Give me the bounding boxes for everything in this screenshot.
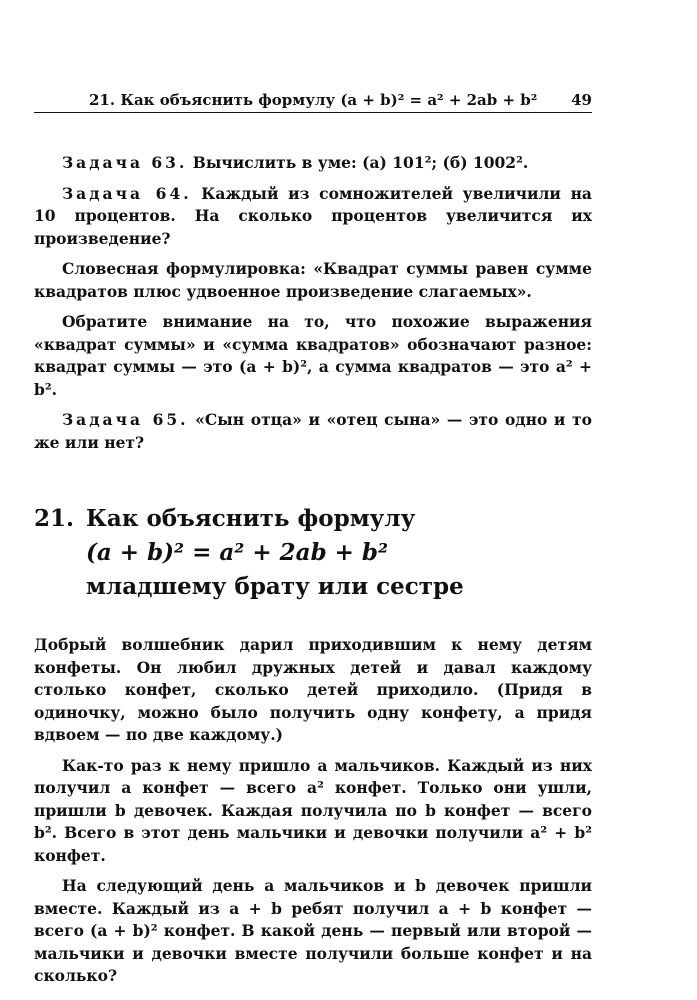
- paragraph: Обратите внимание на то, что похожие выражения «квадрат суммы» и «сумма квадратов» обозначают разное: квадрат суммы — это (a + b)², а сумма квадратов — это a² + b².: [34, 312, 592, 399]
- paragraph: Как-то раз к нему пришло a мальчиков. Каждый из них получил a конфет — всего a² конфет. Только они ушли, пришли b девочек. Каждая получила по b конфет — всего b². Всего в этот день мальчики и девочки получили a² + b² конфет.: [34, 755, 592, 865]
- running-title: 21. Как объяснить формулу (a + b)² = a² + 2ab + b²: [89, 91, 538, 109]
- task-text: Вычислить в уме: (а) 101²; (б) 1002².: [192, 153, 529, 172]
- task-label: Задача 65.: [62, 410, 189, 429]
- paragraph: Добрый волшебник дарил приходившим к нему детям конфеты. Он любил дружных детей и давал каждому столько конфет, сколько детей приходило. (Придя в одиночку, можно было получить одну конфету, а придя вдвоем — по две каждому.): [34, 635, 592, 744]
- paragraph: На следующий день a мальчиков и b девочек пришли вместе. Каждый из a + b ребят получил a + b конфет — всего (a + b)² конфет. В какой день — первый или второй — мальчики и девочки вместе получили больше конфет и на сколько?: [34, 876, 592, 985]
- section-number: 21.: [34, 505, 75, 532]
- task-63: [34, 152, 592, 175]
- page-body: [34, 152, 592, 988]
- task-65: [34, 409, 592, 454]
- running-header: [34, 91, 592, 113]
- task-text: «Сын отца» и «отец сына» — это одно и то же или нет?: [34, 410, 592, 452]
- task-label: Задача 63.: [62, 153, 188, 172]
- task-64: [34, 183, 592, 251]
- section-title-line: младшему брату или сестре: [86, 573, 464, 600]
- section-formula: (a + b)² = a² + 2ab + b²: [86, 539, 389, 566]
- task-label: Задача 64.: [62, 183, 192, 203]
- section-title-line: Как объяснить формулу: [86, 505, 416, 532]
- page-number: 49: [571, 91, 592, 109]
- task-text: Каждый из сомножителей увеличили на 10 процентов. На сколько процентов увеличится их произведение?: [34, 183, 592, 248]
- paragraph: Словесная формулировка: «Квадрат суммы равен сумме квадратов плюс удвоенное произведение слагаемых».: [34, 259, 592, 301]
- section-heading: [34, 502, 592, 604]
